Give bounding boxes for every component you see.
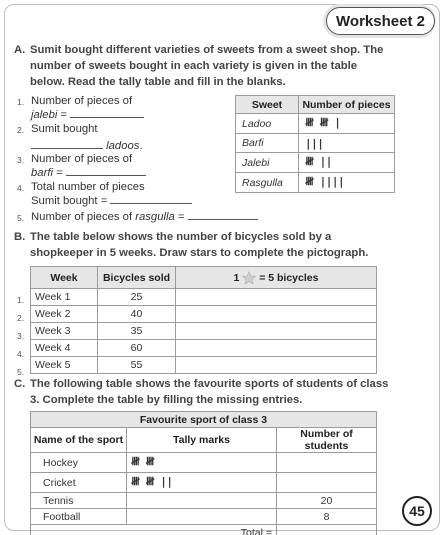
sports-tally-table — [30, 411, 377, 535]
table-row — [236, 173, 395, 193]
pictograph-cell[interactable] — [176, 323, 377, 340]
bicycles-pictograph-table — [30, 266, 377, 374]
table-row — [236, 153, 395, 173]
sweet-name: Rasgulla — [236, 173, 299, 193]
week-cell: Week 1 — [31, 289, 98, 306]
question-text-line2: Sumit bought = — [31, 195, 108, 207]
section-a-text: Sumit bought different varieties of sweets from a sweet shop. The number of sweets bought in each variety is given in the table below. Read the tally table and fill in the blanks. — [30, 44, 384, 88]
sold-cell: 40 — [98, 306, 176, 323]
total-row — [31, 525, 377, 535]
question-italic: rasgulla — [135, 211, 175, 223]
question-italic: ladoos — [106, 140, 140, 152]
section-a-letter: A. — [14, 44, 26, 56]
sold-cell: 25 — [98, 289, 176, 306]
column-header: Tally marks — [127, 428, 277, 453]
tally-marks: ||| — [299, 134, 395, 153]
section-c-text: The following table shows the favourite sports of students of class 3. Complete the table by filling the missing entries. — [30, 378, 389, 406]
star-icon — [242, 271, 256, 285]
section-b-text: The table below shows the number of bicycles sold by a shopkeeper in 5 weeks. Draw stars to complete the pictograph. — [30, 231, 369, 259]
section-c-letter: C. — [14, 378, 26, 390]
table-row — [31, 340, 377, 357]
tally-marks: 𝍸 𝍸 || — [127, 473, 277, 493]
table-row — [31, 509, 377, 525]
table-title: Favourite sport of class 3 — [31, 412, 377, 428]
column-header: Number of students — [277, 428, 377, 453]
question-suffix: = — [174, 211, 185, 223]
question-number: 1. — [17, 97, 25, 107]
week-cell: Week 5 — [31, 357, 98, 374]
question-a5 — [17, 210, 258, 224]
week-cell: Week 2 — [31, 306, 98, 323]
question-text: Total number of pieces — [31, 181, 145, 193]
section-c-heading — [14, 376, 394, 408]
sport-name: Cricket — [31, 473, 127, 493]
question-suffix: = — [57, 109, 68, 121]
tally-marks: 𝍸 𝍸 — [127, 453, 277, 473]
pictograph-key — [176, 267, 377, 289]
question-italic: barfi — [31, 167, 53, 179]
answer-blank[interactable] — [66, 166, 146, 176]
section-b-letter: B. — [14, 231, 26, 243]
question-italic: jalebi — [31, 109, 58, 121]
question-a4 — [17, 180, 192, 208]
row-number: 1. — [17, 295, 25, 305]
table-row — [31, 493, 377, 509]
sold-cell: 60 — [98, 340, 176, 357]
sold-cell: 55 — [98, 357, 176, 374]
week-cell: Week 3 — [31, 323, 98, 340]
question-a1 — [17, 94, 144, 122]
answer-blank[interactable] — [188, 210, 258, 220]
question-number: 5. — [17, 213, 25, 223]
section-b-heading — [14, 229, 394, 261]
question-a3 — [17, 152, 146, 180]
question-number: 3. — [17, 155, 25, 165]
question-a2 — [17, 122, 143, 153]
section-a-heading — [14, 42, 394, 90]
question-text: Sumit bought — [31, 123, 98, 135]
week-cell: Week 4 — [31, 340, 98, 357]
answer-blank[interactable] — [31, 139, 103, 149]
pictograph-cell[interactable] — [176, 289, 377, 306]
question-text: Number of pieces of — [31, 211, 133, 223]
sold-cell: 35 — [98, 323, 176, 340]
pictograph-cell[interactable] — [176, 357, 377, 374]
sweet-name: Jalebi — [236, 153, 299, 173]
row-number: 2. — [17, 313, 25, 323]
worksheet-badge: Worksheet 2 — [326, 7, 435, 35]
question-text: Number of pieces of — [31, 95, 133, 107]
question-suffix: = — [52, 167, 63, 179]
table-row — [31, 453, 377, 473]
row-number: 5. — [17, 367, 25, 377]
column-header: Sweet — [236, 96, 299, 114]
sport-name: Football — [31, 509, 127, 525]
column-header: Number of pieces — [299, 96, 395, 114]
student-count[interactable] — [277, 473, 377, 493]
row-number: 3. — [17, 331, 25, 341]
table-row — [31, 306, 377, 323]
key-text: = 5 bicycles — [259, 271, 319, 284]
pictograph-cell[interactable] — [176, 306, 377, 323]
column-header: Week — [31, 267, 98, 289]
sweet-tally-table — [235, 95, 395, 193]
key-count: 1 — [233, 271, 240, 284]
student-count[interactable] — [277, 453, 377, 473]
answer-blank[interactable] — [110, 194, 192, 204]
question-text: Number of pieces of — [31, 153, 133, 165]
question-number: 4. — [17, 183, 25, 193]
page-number: 45 — [402, 496, 432, 526]
tally-marks[interactable] — [127, 509, 277, 525]
student-count: 20 — [277, 493, 377, 509]
total-value[interactable] — [277, 525, 377, 535]
sweet-name: Barfi — [236, 134, 299, 153]
tally-marks[interactable] — [127, 493, 277, 509]
table-row — [31, 323, 377, 340]
tally-marks: 𝍸 𝍸 | — [299, 114, 395, 134]
table-row — [236, 114, 395, 134]
question-suffix: . — [139, 140, 143, 152]
sport-name: Tennis — [31, 493, 127, 509]
answer-blank[interactable] — [70, 108, 144, 118]
table-row — [236, 134, 395, 153]
table-row — [31, 357, 377, 374]
tally-marks: 𝍸 |||| — [299, 173, 395, 193]
total-label: Total = — [31, 525, 277, 535]
tally-marks: 𝍸 || — [299, 153, 395, 173]
question-number: 2. — [17, 125, 25, 135]
column-header: Bicycles sold — [98, 267, 176, 289]
sport-name: Hockey — [31, 453, 127, 473]
row-number: 4. — [17, 349, 25, 359]
table-row — [31, 473, 377, 493]
column-header: Name of the sport — [31, 428, 127, 453]
pictograph-cell[interactable] — [176, 340, 377, 357]
table-row — [31, 289, 377, 306]
student-count: 8 — [277, 509, 377, 525]
sweet-name: Ladoo — [236, 114, 299, 134]
